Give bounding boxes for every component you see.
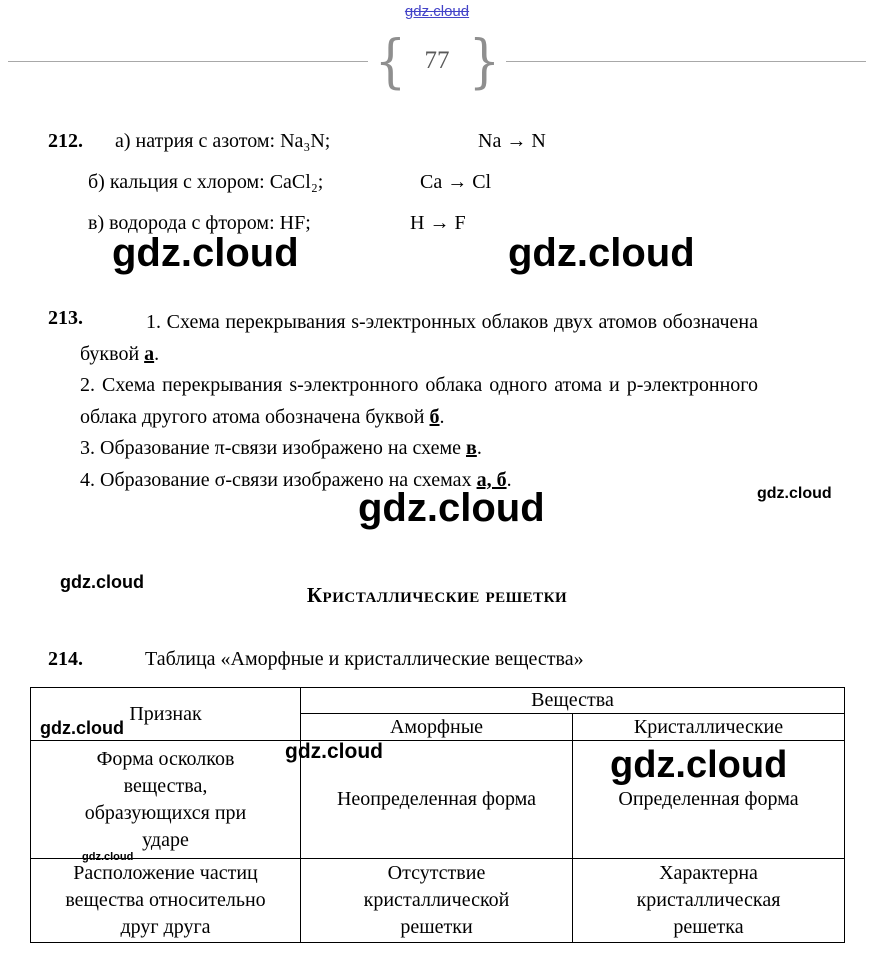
electron-transfer-scheme: H → F (410, 212, 466, 234)
problem-number: 212. (48, 130, 83, 152)
feature-cell: Расположение частиц вещества относительно друг друга (31, 859, 301, 943)
amorphous-cell: Отсутствие кристаллической решетки (301, 859, 573, 943)
watermark: gdz.cloud (60, 572, 144, 592)
answer-letter: б (429, 405, 440, 428)
answer-text: 2. Схема перекрывания s-электронного облака одного атома и p-электронного облака другого атома обозначена буквой (80, 374, 758, 428)
watermark: gdz.cloud (82, 851, 134, 863)
reaction-text: б) кальция с хлором: CaCl₂; (88, 171, 324, 193)
left-brace-icon: { (374, 27, 406, 95)
problem-213 (80, 307, 758, 496)
right-rule (506, 61, 866, 62)
site-link[interactable]: gdz.cloud (404, 3, 470, 20)
crystalline-cell: Характерна кристаллическая решетка (573, 859, 845, 943)
answer-text: . (154, 342, 160, 365)
watermark: gdz.cloud (112, 231, 299, 275)
feature-cell: Форма осколков вещества, образующихся при ударе (31, 741, 301, 859)
reaction-text: в) водорода с фтором: HF; (88, 212, 311, 234)
column-header-feature: Признак (31, 688, 301, 741)
table-header-row (31, 688, 845, 714)
crystalline-cell: Определенная форма (573, 741, 845, 859)
reaction-text: а) натрия с азотом: Na₃N; (115, 130, 331, 152)
problem-214 (0, 648, 874, 676)
problem-number: 214. (48, 648, 83, 670)
answer-letter: а, б (476, 468, 507, 491)
watermark: gdz.cloud (285, 740, 383, 763)
watermark: gdz.cloud (757, 485, 832, 502)
answer-item (80, 433, 758, 465)
answer-text: 1. Схема перекрывания s-электронных облаков двух атомов обозначена буквой (80, 311, 758, 365)
answer-text: 4. Образование σ-связи изображено на схемах (80, 468, 477, 491)
page-number-band (0, 27, 874, 95)
electron-transfer-scheme: Ca → Cl (420, 171, 492, 193)
electron-transfer-scheme: Na → N (478, 130, 546, 152)
watermark: gdz.cloud (40, 718, 124, 738)
column-header-substances: Вещества (301, 688, 845, 714)
reaction-line (0, 130, 874, 158)
answer-text: 3. Образование π-связи изображено на схеме (80, 437, 467, 459)
watermark: gdz.cloud (610, 744, 788, 786)
column-header-amorphous: Аморфные (301, 714, 573, 741)
amorphous-cell: Неопределенная форма (301, 741, 573, 859)
answer-text: . (476, 437, 482, 459)
reaction-line (0, 171, 874, 199)
section-heading: Кристаллические решетки (306, 583, 568, 607)
answer-letter: в (466, 437, 477, 459)
table-caption: Таблица «Аморфные и кристаллические вещества» (145, 648, 584, 670)
problem-number: 213. (48, 307, 83, 329)
watermark: gdz.cloud (508, 231, 695, 275)
answer-item (80, 307, 758, 370)
comparison-table (30, 687, 845, 943)
page-number: 77 (424, 47, 450, 74)
answer-text: . (506, 468, 512, 491)
left-rule (8, 61, 368, 62)
table-row (31, 859, 845, 943)
watermark: gdz.cloud (358, 486, 545, 530)
right-brace-icon: } (468, 27, 500, 95)
answer-letter: а (144, 342, 155, 365)
answer-text: . (439, 405, 445, 428)
answer-item (80, 370, 758, 433)
column-header-crystalline: Кристаллические (573, 714, 845, 741)
